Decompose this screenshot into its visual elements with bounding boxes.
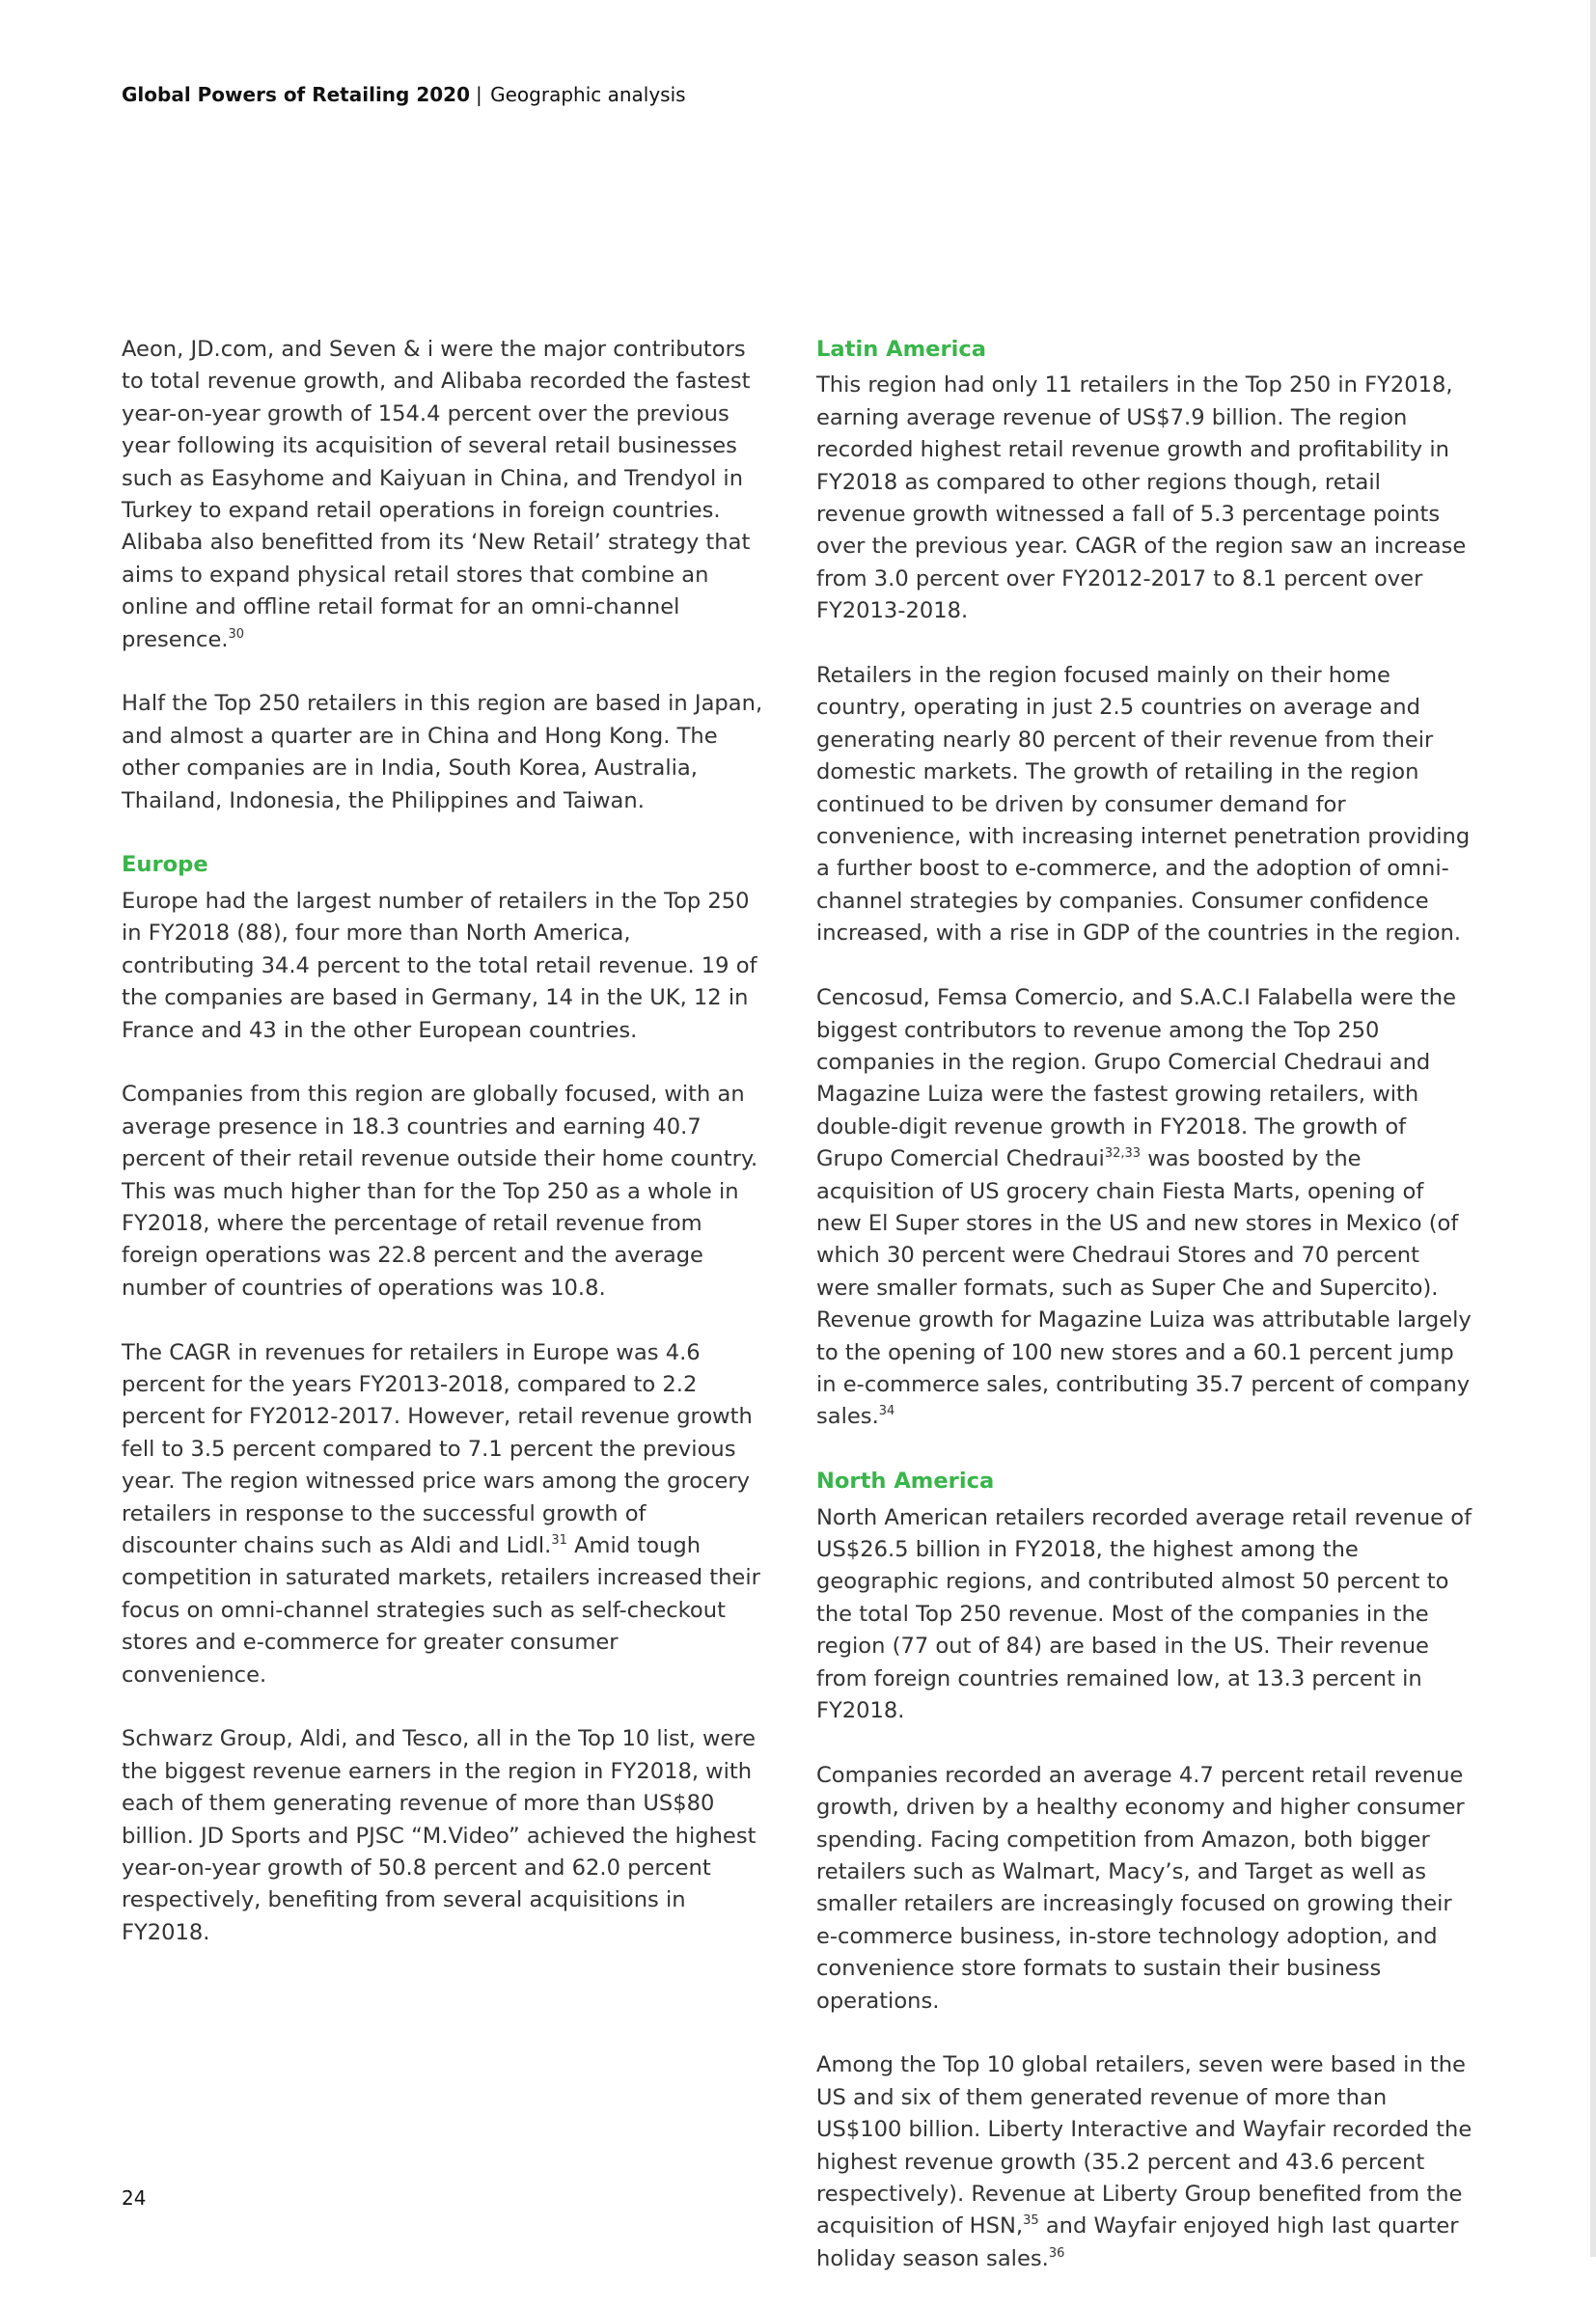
latin-america-paragraph-1: This region had only 11 retailers in the Top 250 in FY2018, earning average revenue of US$7.9 billion. The region recorded highest retail revenue growth and profitability in FY2018 as compared to other regions though, retail revenue growth witnessed a fall of 5.3 percentage points over the previous year. CAGR of the region saw an increase from 3.0 percent over FY2012-2017 to 8.1 percent over FY2013-2018. <box>816 372 1467 624</box>
header-separator: | <box>476 83 482 106</box>
latin-america-paragraph-3: Cencosud, Femsa Comercio, and S.A.C.I Falabella were the biggest contributors to revenue among the Top 250 companies in the region. Grupo Comercial Chedraui and Magazine Luiza were the fastest growing retailers, with double-digit revenue growth in FY2018. The growth of Grupo Comercial Chedraui$^{32,33}$ was boosted by the acquisition of US grocery chain Fiesta Marts, opening of new El Super stores in the US and new stores in Mexico (of which 30 percent were Chedraui Stores and 70 percent were smaller formats, such as Super Che and Supercito). Revenue growth for Magazine Luiza was attributable largely to the opening of 100 new stores and a 60.1 percent jump in e-commerce sales, contributing 35.7 percent of company sales.$^{34}$ <box>816 985 1472 1430</box>
running-header <box>122 83 686 106</box>
asia-paragraph-1: Aeon, JD.com, and Seven & i were the major contributors to total revenue growth, and Alibaba recorded the fastest year-on-year growth of 154.4 percent over the previous year following its acquisition of several retail businesses such as Easyhome and Kaiyuan in China, and Trendyol in Turkey to expand retail operations in foreign countries. Alibaba also benefitted from its ‘New Retail’ strategy that aims to expand physical retail stores that combine an online and offline retail format for an omni-channel presence.$^{30}$ <box>122 337 751 652</box>
footnote-ref: 30 <box>228 626 245 642</box>
europe-paragraph-4: Schwarz Group, Aldi, and Tesco, all in the Top 10 list, were the biggest revenue earners in the region in FY2018, with each of them generating revenue of more than US$80 billion. JD Sports and PJSC “M.Video” achieved the highest year-on-year growth of 50.8 percent and 62.0 percent respectively, benefiting from several acquisitions in FY2018. <box>122 1726 757 1945</box>
section-heading-europe: Europe <box>122 852 208 878</box>
left-column <box>122 334 764 1982</box>
publication-title: Global Powers of Retailing 2020 <box>122 83 470 106</box>
footnote-ref: 36 <box>1048 2245 1065 2261</box>
page-edge-rule <box>1590 0 1596 2257</box>
right-column <box>816 334 1472 2308</box>
section-heading-latin-america: Latin America <box>816 337 987 362</box>
asia-paragraph-2: Half the Top 250 retailers in this region are based in Japan, and almost a quarter are in China and Hong Kong. The other companies are in India, South Korea, Australia, Thailand, Indonesia, the Philippines and Taiwan. <box>122 691 763 813</box>
page-number: 24 <box>122 2186 147 2210</box>
footnote-ref: 32,33 <box>1104 1146 1142 1162</box>
north-america-paragraph-2: Companies recorded an average 4.7 percent retail revenue growth, driven by a healthy economy and higher consumer spending. Facing competition from Amazon, both bigger retailers such as Walmart, Macy’s, and Target as well as smaller retailers are increasingly focused on growing their e-commerce business, in-store technology adoption, and convenience store formats to sustain their business operations. <box>816 1762 1465 2014</box>
footnote-ref: 35 <box>1023 2213 1039 2229</box>
section-name: Geographic analysis <box>490 83 686 106</box>
latin-america-paragraph-2: Retailers in the region focused mainly on their home country, operating in just 2.5 countries on average and generating nearly 80 percent of their revenue from their domestic markets. The growth of retailing in the region continued to be driven by consumer demand for convenience, with increasing internet penetration providing a further boost to e-commerce, and the adoption of omni-channel strategies by companies. Consumer confidence increased, with a rise in GDP of the countries in the region. <box>816 663 1471 947</box>
europe-paragraph-2: Companies from this region are globally focused, with an average presence in 18.3 countries and earning 40.7 percent of their retail revenue outside their home country. This was much higher than for the Top 250 as a whole in FY2018, where the percentage of retail revenue from foreign operations was 22.8 percent and the average number of countries of operations was 10.8. <box>122 1082 758 1301</box>
north-america-paragraph-3: Among the Top 10 global retailers, seven were based in the US and six of them generated revenue of more than US$100 billion. Liberty Interactive and Wayfair recorded the highest revenue growth (35.2 percent and 43.6 percent respectively). Revenue at Liberty Group benefited from the acquisition of HSN,$^{35}$ and Wayfair enjoyed high last quarter holiday season sales.$^{36}$ <box>816 2052 1472 2271</box>
footnote-ref: 34 <box>878 1404 895 1419</box>
section-heading-north-america: North America <box>816 1469 995 1495</box>
europe-paragraph-1: Europe had the largest number of retailers in the Top 250 in FY2018 (88), four more than North America, contributing 34.4 percent to the total retail revenue. 19 of the companies are based in Germany, 14 in the UK, 12 in France and 43 in the other European countries. <box>122 888 757 1043</box>
europe-paragraph-3: The CAGR in revenues for retailers in Europe was 4.6 percent for the years FY2013-2018, compared to 2.2 percent for FY2012-2017. However, retail revenue growth fell to 3.5 percent compared to 7.1 percent the previous year. The region witnessed price wars among the grocery retailers in response to the successful growth of discounter chains such as Aldi and Lidl.$^{31}$ Amid tough competition in saturated markets, retailers increased their focus on omni-channel strategies such as self-checkout stores and e-commerce for greater consumer convenience. <box>122 1339 760 1688</box>
north-america-paragraph-1: North American retailers recorded average retail revenue of US$26.5 billion in FY2018, the highest among the geographic regions, and contributed almost 50 percent to the total Top 250 revenue. Most of the companies in the region (77 out of 84) are based in the US. Their revenue from foreign countries remained low, at 13.3 percent in FY2018. <box>816 1504 1472 1724</box>
footnote-ref: 31 <box>551 1532 567 1548</box>
